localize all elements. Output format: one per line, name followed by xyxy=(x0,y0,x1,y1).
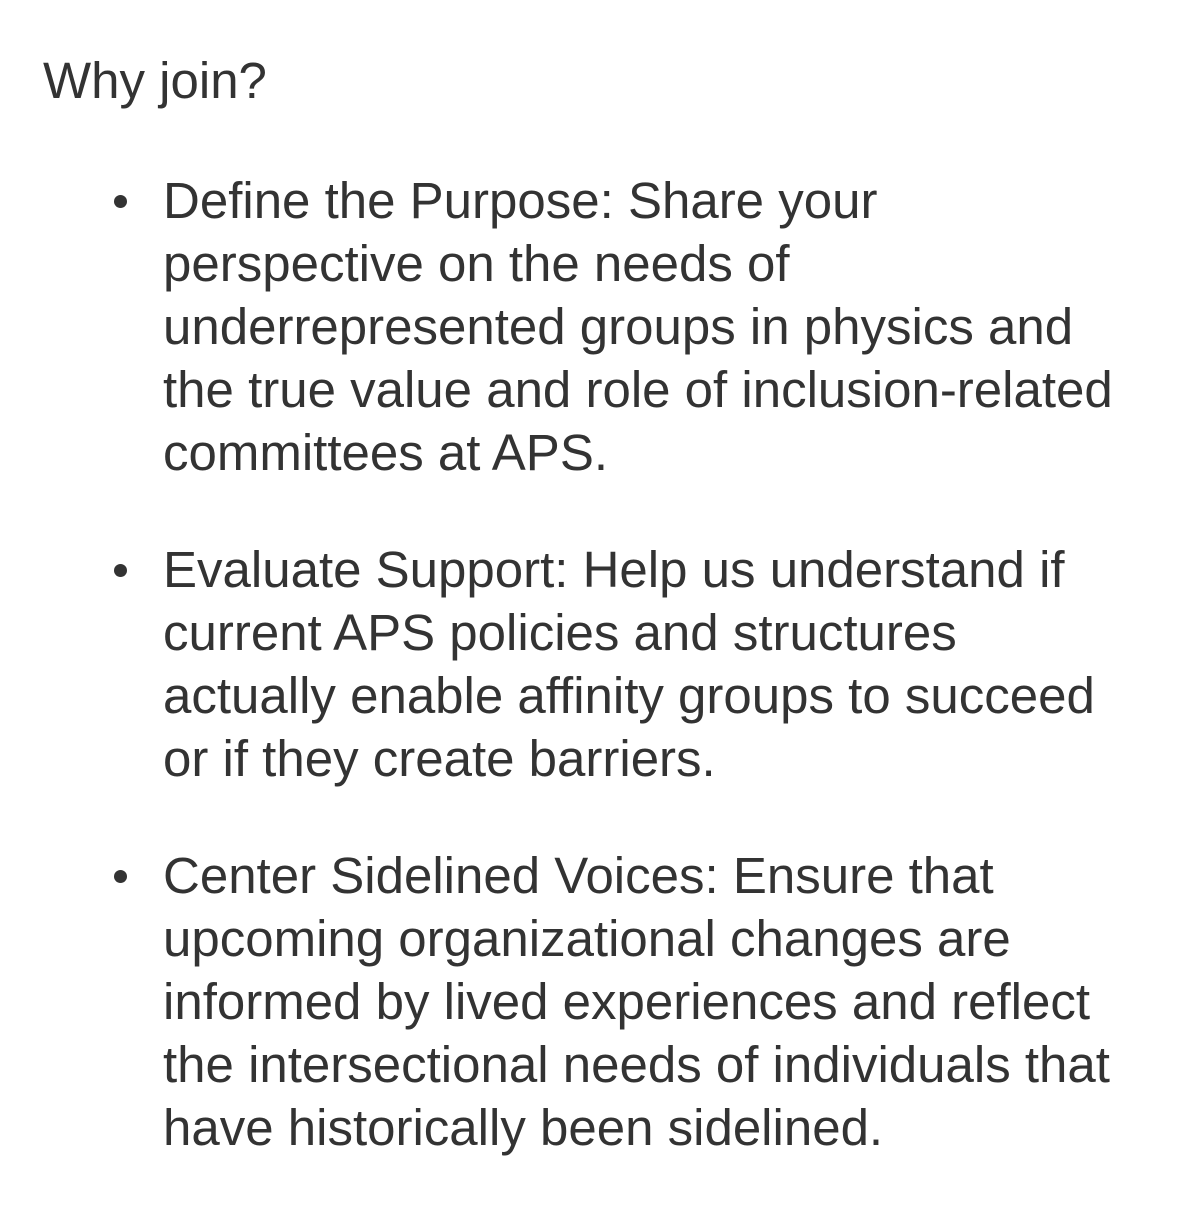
reasons-list xyxy=(43,169,1179,1159)
list-item xyxy=(43,169,1123,484)
reason-text-purpose: Define the Purpose: Share your perspective on the needs of underrepresented groups in physics and the true value and role of inclusion-related committees at APS. xyxy=(163,172,1113,481)
reason-text-voices: Center Sidelined Voices: Ensure that upcoming organizational changes are informed by lived experiences and reflect the intersectional needs of individuals that have historically been sidelined. xyxy=(163,847,1110,1156)
bullet-icon xyxy=(114,195,127,208)
list-item xyxy=(43,844,1123,1159)
why-join-heading: Why join? xyxy=(43,52,267,109)
bullet-icon xyxy=(114,564,127,577)
reason-text-support: Evaluate Support: Help us understand if current APS policies and structures actually enable affinity groups to succeed or if they create barriers. xyxy=(163,541,1095,787)
bullet-icon xyxy=(114,870,127,883)
list-item xyxy=(43,538,1123,790)
